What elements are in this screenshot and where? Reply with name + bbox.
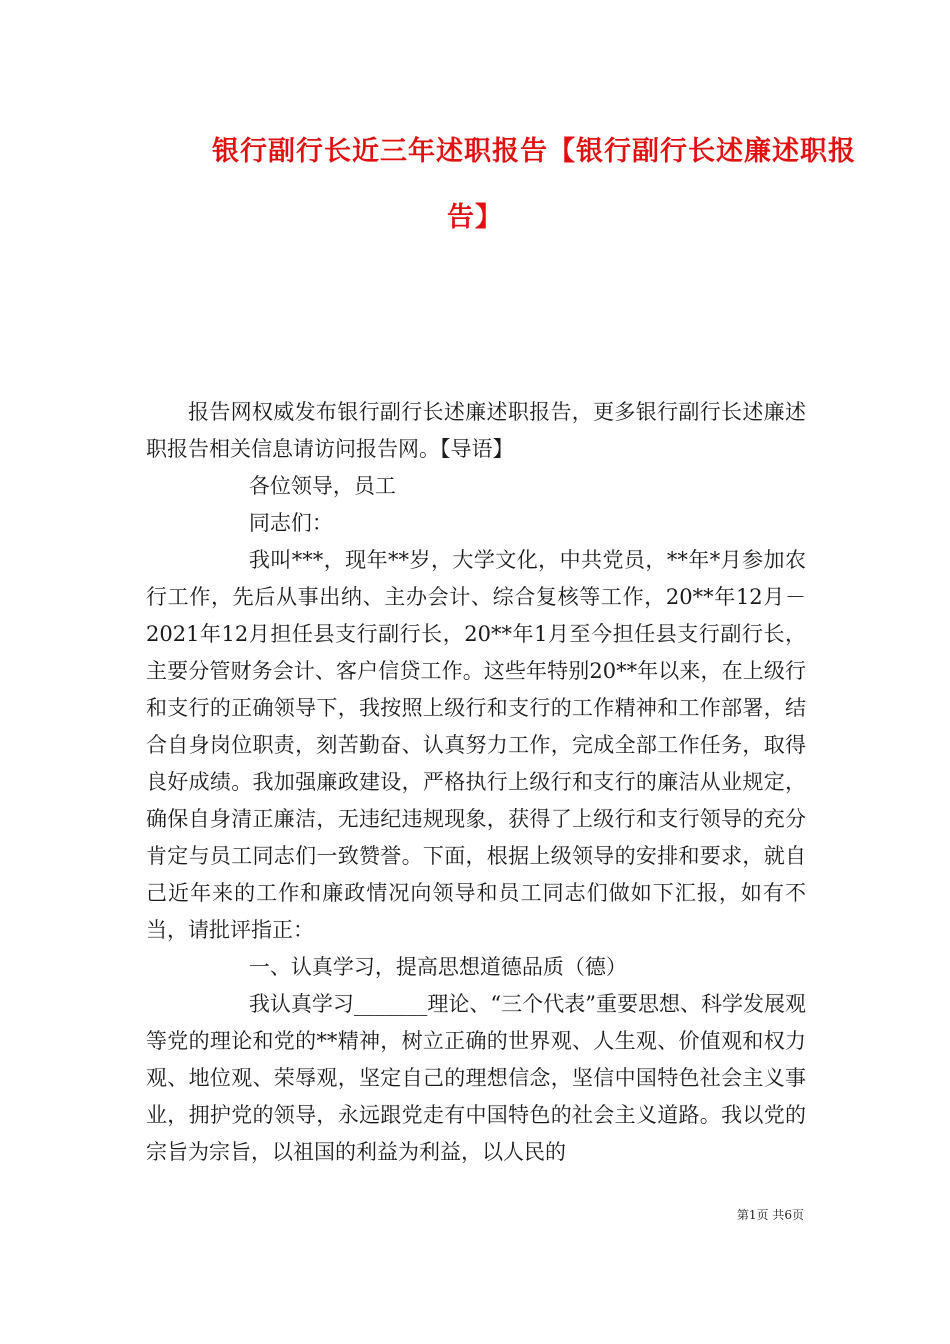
document-body (146, 394, 806, 1171)
intro-paragraph: 报告网权威发布银行副行长述廉述职报告，更多银行副行长述廉述职报告相关信息请访问报告网。【导语】 (146, 400, 806, 461)
body-paragraph-1: 我叫***，现年**岁，大学文化，中共党员，**年*月参加农行工作，先后从事出纳、主办会计、综合复核等工作，20**年12月－2021年12月担任县支行副行长，20**年1月至今担任县支行副行长，主要分管财务会计、客户信贷工作。这些年特别20**年以来，在上级行和支行的正确领导下，我按照上级行和支行的工作精神和工作部署，结合自身岗位职责，刻苦勤奋、认真努力工作，完成全部工作任务，取得良好成绩。我加强廉政建设，严格执行上级行和支行的廉洁从业规定，确保自身清正廉洁，无违纪违规现象，获得了上级行和支行领导的充分肯定与员工同志们一致赞誉。下面，根据上级领导的安排和要求，就自己近年来的工作和廉政情况向领导和员工同志们做如下汇报，如有不当，请批评指正： (146, 548, 806, 942)
greeting-line-2: 同志们： (248, 511, 333, 535)
title-line-2: 告】 (447, 202, 503, 233)
body-paragraph-2: 我认真学习_______理论、“三个代表”重要思想、科学发展观等党的理论和党的**精神，树立正确的世界观、人生观、价值观和权力观、地位观、荣辱观，坚定自己的理想信念，坚信中国特色社会主义事业，拥护党的领导，永远跟党走有中国特色的社会主义道路。我以党的宗旨为宗旨，以祖国的利益为利益，以人民的 (146, 992, 806, 1164)
title-line-1: 银行副行长近三年述职报告【银行副行长述廉述职报 (212, 136, 856, 167)
greeting-line-1: 各位领导，员工 (248, 474, 396, 498)
section-heading-1: 一、认真学习，提高思想道德品质（德） (248, 955, 627, 979)
document-title (150, 128, 856, 242)
page-number: 第1页 共6页 (736, 1208, 804, 1222)
